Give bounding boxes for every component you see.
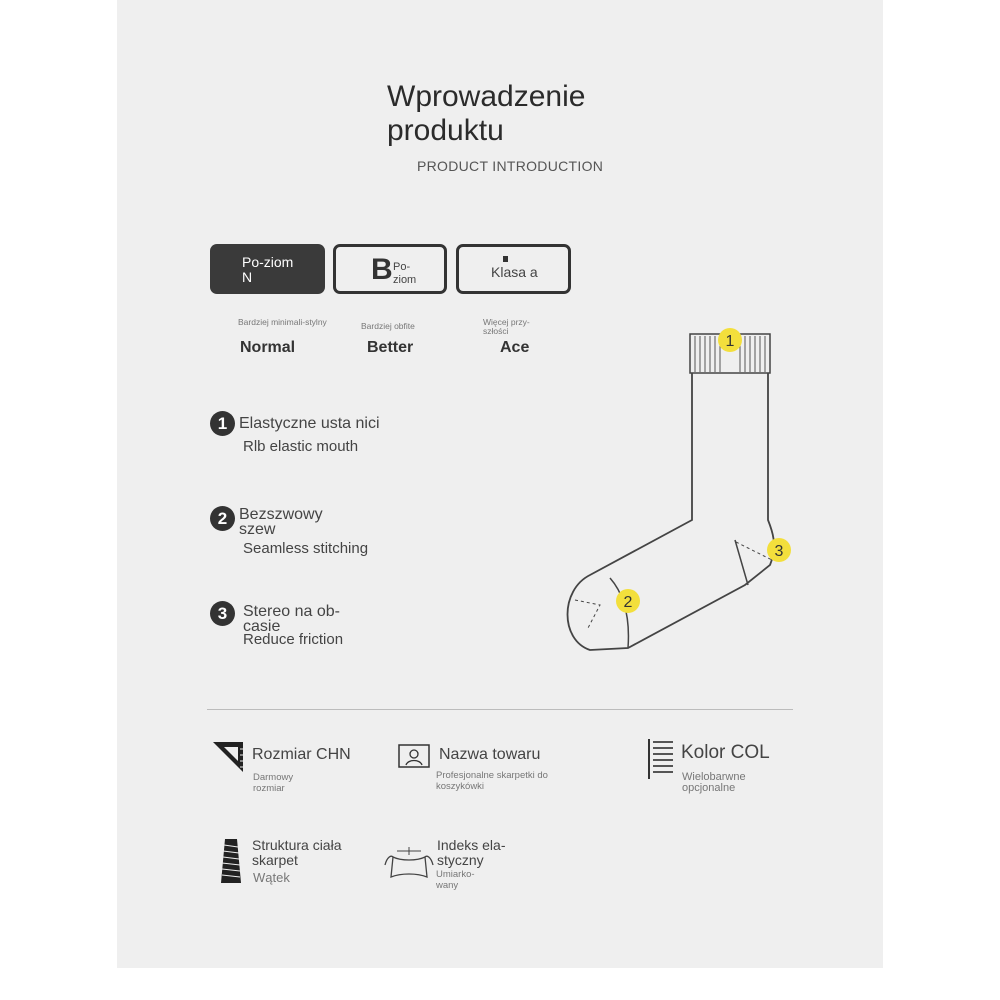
- sock-illustration: [560, 325, 800, 665]
- id-card-icon: [398, 744, 430, 768]
- feature-pl-text: Stereo na ob-casie: [243, 603, 340, 635]
- attr-size-title: Rozmiar CHN: [252, 746, 351, 763]
- level-normal-name: Normal: [240, 339, 296, 356]
- feature-pl-text: Elastyczne usta nici: [239, 415, 380, 432]
- level-better-name: Better: [367, 339, 414, 356]
- attr-color-sub: Wielobarwne opcjonalne: [682, 771, 746, 794]
- triangle-ruler-icon: [212, 741, 244, 773]
- yarn-spool-icon: [219, 837, 243, 885]
- feature-pl-text: Bezszwowy szew: [239, 506, 323, 538]
- feature-number: 2: [210, 506, 235, 531]
- level-better-caption: Bardziej obfite: [361, 321, 415, 331]
- attr-size-sub: Darmowy rozmiar: [253, 772, 294, 794]
- feature-number: 3: [210, 601, 235, 626]
- level-better-letter: B: [371, 253, 393, 286]
- page-subtitle: PRODUCT INTRODUCTION: [417, 158, 604, 174]
- attr-elastic-sub: Umiarko-wany: [436, 869, 475, 891]
- level-normal-caption: Bardziej minimali-stylny: [238, 317, 327, 327]
- color-swatch-icon: [647, 737, 675, 781]
- feature-number: 1: [210, 411, 235, 436]
- attr-structure-sub: Wątek: [253, 870, 290, 885]
- attr-elastic-title: Indeks ela-styczny: [437, 837, 506, 868]
- attr-name-title: Nazwa towaru: [439, 746, 541, 763]
- level-better-box[interactable]: [333, 244, 447, 294]
- level-ace-caption: Więcej przy-szłości: [483, 317, 530, 336]
- feature-en-text: Reduce friction: [243, 631, 344, 648]
- attr-color-title: Kolor COL: [681, 742, 770, 763]
- level-ace-box[interactable]: [456, 244, 571, 294]
- level-ace-label: Klasa a: [491, 264, 538, 280]
- attr-name-sub: Profesjonalne skarpetki do koszykówki: [436, 770, 548, 792]
- level-better-label: Po-ziom: [393, 261, 417, 286]
- sock-marker-label: 1: [725, 333, 735, 350]
- level-normal-label: Po-ziom N: [242, 254, 294, 285]
- feature-en-text: Rlb elastic mouth: [243, 438, 359, 455]
- sock-marker-label: 2: [623, 594, 633, 611]
- stretch-hands-icon: [383, 843, 435, 883]
- section-divider: [207, 709, 793, 710]
- tick-icon: [503, 256, 508, 262]
- feature-en-text: Seamless stitching: [243, 540, 369, 557]
- attr-structure-title: Struktura ciała skarpet: [252, 837, 342, 868]
- level-ace-name: Ace: [500, 339, 530, 356]
- sock-marker-label: 3: [774, 543, 784, 560]
- level-normal-box[interactable]: [210, 244, 325, 294]
- page-title: Wprowadzenie produktu: [387, 80, 586, 147]
